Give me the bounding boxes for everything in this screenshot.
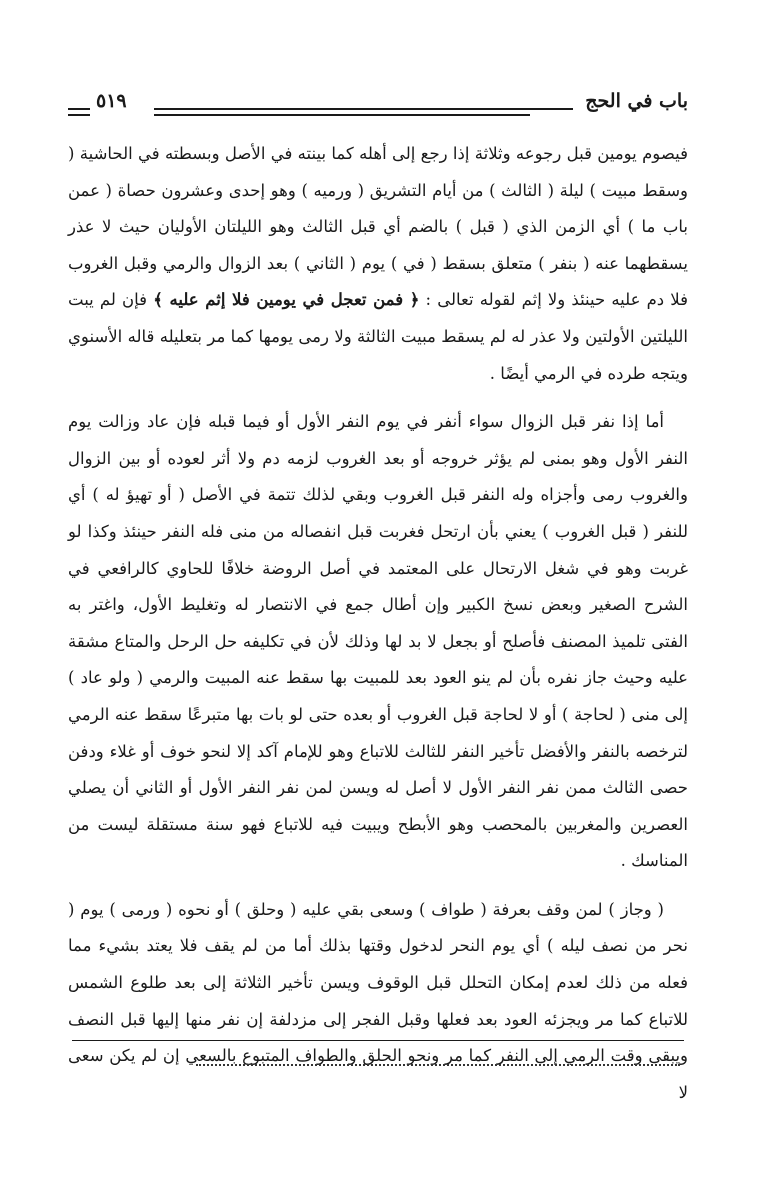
paragraph-1: [68, 136, 688, 392]
paragraph-2: أما إذا نفر قبل الزوال سواء أنفر في يوم النفر الأول أو فيما قبله فإن عاد وزالت يوم النفر الأول وهو بمنى لم يؤثر خروجه أو بعد الغروب لزمه دم ولا أثر لعوده أو بين الزوال والغروب رمى وأجزاه وله النفر قبل الغروب وبقي لذلك تتمة في الأصل ( أو تهيؤ له ) أي للنفر ( قبل الغروب ) يعني بأن ارتحل فغربت قبل انفصاله من منى فله النفر حينئذ وكذا لو غربت وهو في شغل الارتحال على المعتمد في أصل الروضة خلافًا للحاوي كالرافعي في الشرح الصغير وبعض نسخ الكبير وإن أطال جمع في الانتصار له وتغليط الأول، واغتر به الفتى تلميذ المصنف فأصلح أو بجعل لا بد لها وذلك لأن في تكليفه حل الرحل والمتاع مشقة عليه وحيث جاز نفره بأن لم ينو العود بعد للمبيت بها سقط عنه المبيت والرمي ( ولو عاد ) إلى منى ( لحاجة ) أو لا لحاجة قبل الغروب أو بعده حتى لو بات بها متبرعًا سقط عنه الرمي لترخصه بالنفر والأفضل تأخير النفر للثالث للاتباع وهو للإمام آكد إلا لنحو خوف أو غلاء ودفن حصى الثالث ممن نفر النفر الأول لا أصل له ويسن لمن نفر النفر الأول أو الثاني أن يصلي العصرين والمغربين بالمحصب وهو الأبطح ويبيت فيه للاتباع فهو سنة مستقلة ليست من المناسك .: [68, 412, 688, 871]
chapter-title: باب في الحج: [585, 90, 688, 112]
paragraph-1-text-a: فيصوم يومين قبل رجوعه وثلاثة إذا رجع إلى أهله كما بينته في الأصل وبسطته في الحاشية ( وسقط مبيت ) ليلة ( الثالث ) من أيام التشريق ( ورميه ) وهو إحدى وعشرون حصاة ( عمن باب ما ) أي الزمن الذي ( قبل ) بالضم أي قبل الثالث وهو الليلتان الأوليان حيث لا عذر يسقطهما عنه ( بنفر ) متعلق بسقط ( في ) يوم ( الثاني ) بعد الزوال والرمي وقبل الغروب فلا دم عليه حينئذ ولا إثم لقوله تعالى :: [68, 144, 689, 310]
header-double-rule: [154, 108, 530, 116]
book-page: [68, 84, 689, 1102]
paragraph-1-text-b: فإن لم يبت الليلتين الأولتين ولا عذر له لم يسقط مبيت الثالثة ولا رمى يومها كما مر بتعليله قاله الأسنوي ويتجه طرده في الرمي أيضًا .: [68, 290, 688, 383]
quran-verse: ﴿ فمن تعجل في يومين فلا إثم عليه ﴾: [153, 290, 420, 310]
header-left-rule: [68, 108, 90, 116]
paragraph-3: ( وجاز ) لمن وقف بعرفة ( طواف ) وسعى بقي عليه ( وحلق ) أو نحوه ( ورمى ) يوم ( نحر من نصف ليله ) أي يوم النحر لدخول وقتها بذلك أما من لم يقف فلا يعتد بشيء مما فعله من ذلك لعدم إمكان التحلل قبل الوقوف ويسن تأخير الثلاثة إلى بعد طلوع الشمس للاتباع كما مر ويجزئه العود بعد فعلها وقبل الفجر إلى مزدلفة إن نفر منها إليها قبل النصف ويبقى وقت الرمي إلى النفر كما مر ونحو الحلق والطواف المتبوع بالسعي إن لم يكن سعى لا: [68, 899, 688, 1102]
dotted-line: [196, 1064, 680, 1066]
page-number: ٥١٩: [96, 90, 127, 112]
footnote-separator: [72, 1040, 684, 1041]
main-text: [68, 136, 688, 1111]
running-header: [68, 84, 688, 128]
